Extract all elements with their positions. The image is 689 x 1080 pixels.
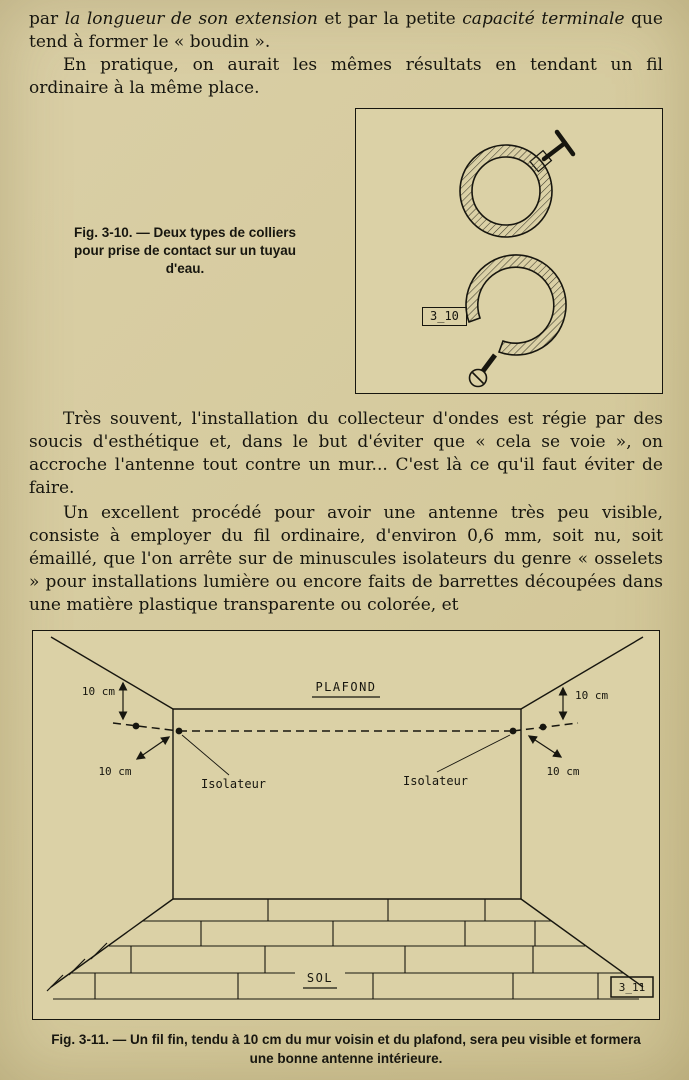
dimension-arrows bbox=[123, 683, 563, 759]
dim-label-top-right: 10 cm bbox=[575, 689, 609, 702]
insulator-dot-inner-right bbox=[510, 728, 517, 735]
dim-label-bottom-left: 10 cm bbox=[98, 765, 132, 778]
paragraph-continuation bbox=[29, 8, 663, 54]
isolateur-left-leader bbox=[182, 735, 229, 775]
figure-3-11-tag: 3_11 bbox=[618, 981, 646, 994]
paragraph-tres-souvent: Très souvent, l'installation du collecteur d'ondes est régie par des soucis d'esthétique et, dans le but d'éviter que « cela se voie », on accroche l'antenne tout contre un mur... C'est là ce qu'il faut éviter de faire. bbox=[29, 409, 663, 498]
paragraph-un-excellent: Un excellent procédé pour avoir une antenne très peu visible, consiste à employer du fil ordinaire, d'environ 0,6 mm, soit nu, soit émaillé, que l'on arrête sur de minuscules isolateurs du genre « osselets » pour installations lumière ou encore faits de barrettes découpées dans une matière plastique transparente ou colorée, et bbox=[29, 503, 663, 615]
isolateur-right-leader bbox=[437, 735, 510, 772]
caption-line: Fig. 3-10. — Deux types de colliers bbox=[73, 225, 297, 240]
figure-3-10-tag: 3_10 bbox=[422, 307, 467, 326]
italic-run: la longueur de son extension bbox=[64, 9, 318, 29]
isolateur-left-label: Isolateur bbox=[201, 777, 267, 791]
text-run: par bbox=[29, 9, 65, 29]
sol-label: SOL bbox=[306, 971, 334, 985]
figure-3-10-caption bbox=[29, 224, 347, 278]
caption-line: d'eau. bbox=[165, 261, 205, 276]
paragraph-en-pratique: En pratique, on aurait les mêmes résultats en tendant un fil ordinaire à la même place. bbox=[29, 55, 663, 98]
caption-line: pour prise de contact sur un tuyau bbox=[73, 243, 297, 258]
pipe-collar-bottom bbox=[466, 255, 566, 387]
arrow-bottom-right bbox=[529, 736, 561, 757]
figure-3-11 bbox=[32, 630, 660, 1020]
collar-bottom-band bbox=[466, 255, 566, 355]
italic-run: capacité terminale bbox=[462, 9, 625, 29]
pipe-collars-drawing bbox=[356, 109, 662, 393]
figure-3-10-row bbox=[29, 108, 663, 394]
dim-label-top-left: 10 cm bbox=[81, 685, 115, 698]
arrow-bottom-left bbox=[137, 737, 169, 759]
floor-planks bbox=[53, 899, 639, 999]
dim-label-bottom-right: 10 cm bbox=[546, 765, 580, 778]
collar-top-band bbox=[460, 145, 552, 237]
pipe-collar-top bbox=[460, 132, 573, 237]
antenna-wire bbox=[113, 723, 578, 731]
collar-top-screw-shaft bbox=[544, 143, 565, 159]
text-run: et par la petite bbox=[317, 9, 463, 29]
insulator-dots bbox=[133, 723, 547, 735]
isolateur-right-label: Isolateur bbox=[403, 774, 469, 788]
text-run: que tend à former le « boudin ». bbox=[29, 9, 663, 52]
insulator-dot-inner-left bbox=[176, 728, 183, 735]
figure-3-11-caption: Fig. 3-11. — Un fil fin, tendu à 10 cm du mur voisin et du plafond, sera peu visible et formera une bonne antenne intérieure. bbox=[51, 1032, 641, 1066]
insulator-dot-outer-right bbox=[540, 724, 547, 731]
plafond-label: PLAFOND bbox=[315, 680, 377, 694]
insulator-dot-outer-left bbox=[133, 723, 140, 730]
collar-top-screw-handle bbox=[557, 132, 573, 154]
collar-bottom-screw-shaft bbox=[483, 355, 495, 371]
figure-3-10 bbox=[355, 108, 663, 394]
room-antenna-drawing bbox=[33, 631, 659, 1019]
